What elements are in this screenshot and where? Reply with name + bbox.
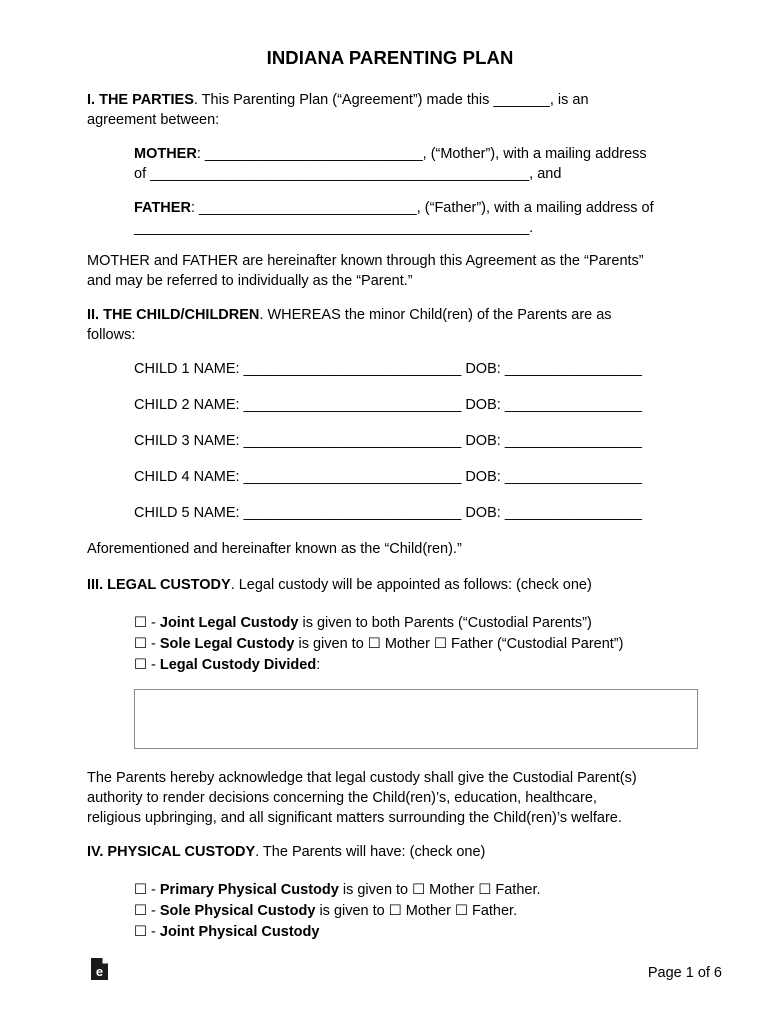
legal-option-sole: [134, 634, 704, 654]
physical-option-joint: [134, 922, 704, 942]
legal-option-divided-label: Legal Custody Divided: [159, 657, 317, 673]
mother-label: MOTHER: [134, 146, 197, 162]
parties-heading: I. THE PARTIES: [87, 92, 194, 108]
children-definition: Aforementioned and hereinafter known as the “Child(ren).”: [87, 541, 462, 557]
physical-option-primary: [134, 880, 704, 900]
svg-text:e: e: [95, 964, 104, 979]
children-intro: . WHEREAS the minor Child(ren) of the Parents are as: [259, 307, 612, 323]
legal-option-joint-label: Joint Legal Custody: [159, 615, 299, 631]
parents-definition: [87, 251, 707, 291]
physical-custody-heading: IV. PHYSICAL CUSTODY: [87, 844, 256, 860]
child-row: CHILD 4 NAME: ___________________________ DOB: _________________: [134, 469, 642, 485]
parents-definition-line2: and may be referred to individually as the “Parent.”: [87, 273, 413, 289]
physical-option-primary-label: Primary Physical Custody: [159, 882, 339, 898]
legal-option-divided: [134, 655, 704, 675]
mother-line1: : ___________________________, (“Mother”), with a mailing address: [196, 146, 647, 162]
legal-option-sole-text: is given to ☐ Mother ☐ Father (“Custodial Parent”): [294, 636, 624, 652]
legal-ack-line1: The Parents hereby acknowledge that legal custody shall give the Custodial Parent(s): [87, 770, 637, 786]
legal-option-sole-checkbox[interactable]: ☐ -: [134, 636, 160, 652]
legal-custody-intro: . Legal custody will be appointed as follows: (check one): [230, 577, 592, 593]
legal-option-divided-text: :: [316, 657, 321, 673]
physical-custody-heading-line: [87, 842, 707, 862]
child-row: CHILD 2 NAME: ___________________________ DOB: _________________: [134, 397, 642, 413]
page-number: Page 1 of 6: [647, 965, 722, 981]
legal-custody-heading-line: [87, 575, 707, 595]
children-heading: II. THE CHILD/CHILDREN: [87, 307, 260, 323]
physical-option-joint-label: Joint Physical Custody: [159, 924, 320, 940]
legal-custody-heading: III. LEGAL CUSTODY: [87, 577, 231, 593]
child-row: CHILD 1 NAME: ___________________________ DOB: _________________: [134, 361, 642, 377]
mother-block: [134, 144, 704, 184]
father-line1: : ___________________________, (“Father”), with a mailing address of: [190, 200, 654, 216]
physical-option-joint-checkbox[interactable]: ☐ -: [134, 924, 160, 940]
page-title: INDIANA PARENTING PLAN: [266, 47, 514, 68]
child-row: CHILD 5 NAME: ___________________________ DOB: _________________: [134, 505, 642, 521]
legal-option-joint-checkbox[interactable]: ☐ -: [134, 615, 160, 631]
legal-custody-divided-textbox[interactable]: [134, 689, 698, 749]
legal-option-joint: [134, 613, 704, 633]
physical-option-sole: [134, 901, 704, 921]
physical-option-primary-checkbox[interactable]: ☐ -: [134, 882, 160, 898]
physical-option-sole-checkbox[interactable]: ☐ -: [134, 903, 160, 919]
parties-intro: . This Parenting Plan (“Agreement”) made this _______, is an: [193, 92, 589, 108]
children-paragraph: [87, 305, 707, 345]
father-block: [134, 198, 704, 238]
legal-ack-line2: authority to render decisions concerning the Child(ren)’s, education, healthcare,: [87, 790, 597, 806]
father-line2: _________________________________________________.: [134, 220, 534, 236]
legal-option-joint-text: is given to both Parents (“Custodial Parents”): [298, 615, 592, 631]
legal-custody-acknowledgment: [87, 768, 707, 828]
physical-option-sole-label: Sole Physical Custody: [159, 903, 316, 919]
child-row: CHILD 3 NAME: ___________________________ DOB: _________________: [134, 433, 642, 449]
legal-option-divided-checkbox[interactable]: ☐ -: [134, 657, 160, 673]
physical-custody-intro: . The Parents will have: (check one): [255, 844, 486, 860]
physical-option-primary-text: is given to ☐ Mother ☐ Father.: [338, 882, 541, 898]
parents-definition-line1: MOTHER and FATHER are hereinafter known through this Agreement as the “Parents”: [87, 253, 644, 269]
parties-intro-line2: agreement between:: [87, 112, 220, 128]
parties-paragraph: [87, 90, 707, 130]
legal-ack-line3: religious upbringing, and all significant matters surrounding the Child(ren)’s welfare.: [87, 810, 622, 826]
eforms-logo-icon: [88, 957, 110, 981]
legal-option-sole-label: Sole Legal Custody: [159, 636, 295, 652]
physical-option-sole-text: is given to ☐ Mother ☐ Father.: [315, 903, 518, 919]
mother-line2: of _______________________________________________, and: [134, 166, 562, 182]
children-intro-line2: follows:: [87, 327, 136, 343]
father-label: FATHER: [134, 200, 191, 216]
